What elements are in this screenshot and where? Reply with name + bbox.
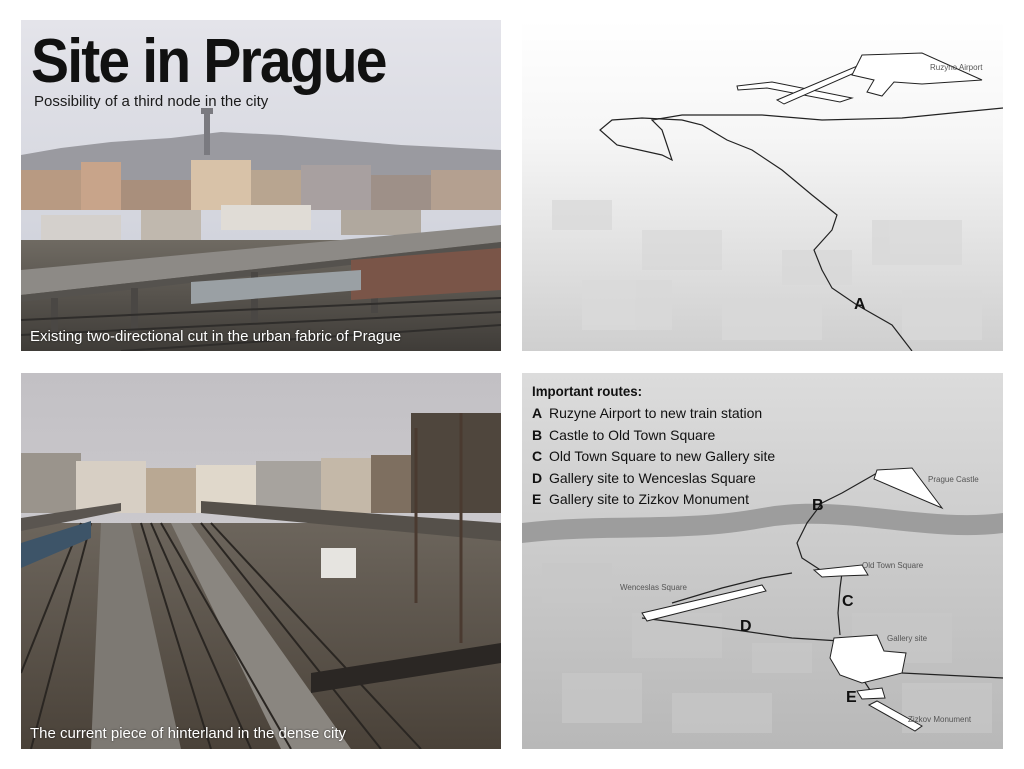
route-e-letter: E [846,689,857,706]
airport-route-map [522,20,1003,351]
page-title: Site in Prague [31,27,386,96]
old-town-square-label: Old Town Square [862,561,924,570]
routes-heading: Important routes: [532,383,643,399]
prague-castle-label: Prague Castle [928,475,979,484]
zizkov-monument-label: Zizkov Monument [908,715,972,724]
top-photo-caption: Existing two-directional cut in the urban fabric of Prague [30,328,402,345]
routes-map-panel [522,373,1003,749]
route-item-b: B Castle to Old Town Square [532,426,716,443]
route-a-letter: A [854,296,866,313]
railway-yard-photo [21,373,501,749]
bottom-photo-panel [21,373,501,749]
page-subtitle: Possibility of a third node in the city [34,93,269,110]
gallery-site-label: Gallery site [887,634,928,643]
routes-legend [532,383,775,511]
route-b-letter: B [812,497,824,514]
route-item-c: C Old Town Square to new Gallery site [532,448,776,464]
ruzyne-airport-label: Ruzyne Airport [930,63,983,72]
route-item-d: D Gallery site to Wenceslas Square [532,469,756,486]
route-item-a: A Ruzyne Airport to new train station [532,405,763,421]
wenceslas-square-label: Wenceslas Square [620,583,687,592]
route-d-letter: D [740,618,752,635]
route-item-e: E Gallery site to Zizkov Monument [532,491,749,507]
route-c-letter: C [842,593,854,610]
bottom-photo-caption: The current piece of hinterland in the dense city [30,725,347,742]
top-photo-panel [21,20,501,351]
